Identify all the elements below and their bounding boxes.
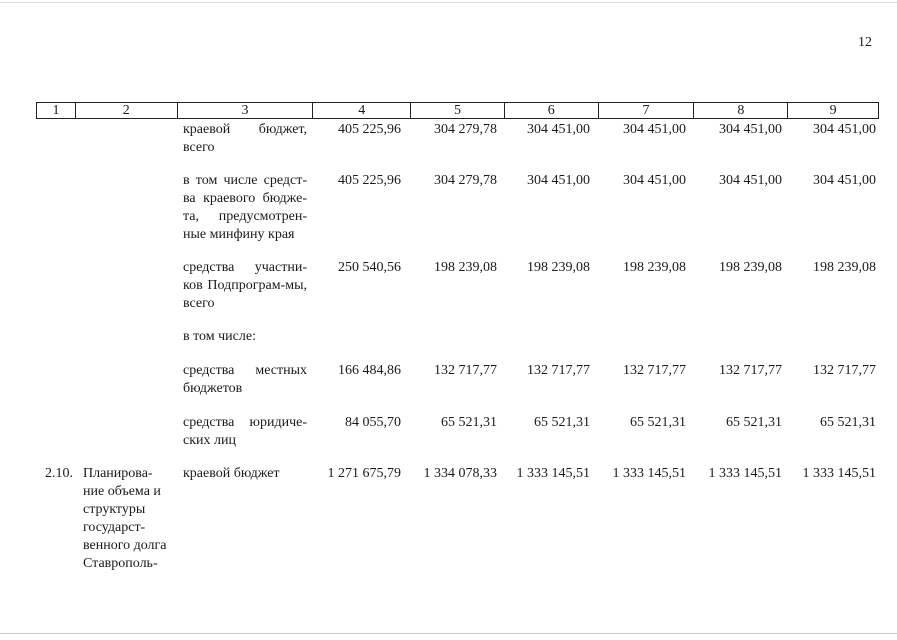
scan-edge-top: [0, 2, 897, 3]
value-col-8: 132 717,77: [719, 363, 782, 378]
value-col-6: 132 717,77: [527, 363, 590, 378]
value-col-7: 132 717,77: [623, 363, 686, 378]
value-col-6: 198 239,08: [527, 260, 590, 275]
row-description: средства местных бюджетов: [183, 363, 307, 396]
scan-edge-bottom: [0, 633, 897, 634]
value-col-4: 84 055,70: [345, 415, 401, 430]
item-value-col-8: 1 333 145,51: [708, 466, 782, 481]
item-value-col-7: 1 333 145,51: [612, 466, 686, 481]
item-name-line: Планирова-: [83, 466, 153, 481]
value-col-7: 304 451,00: [623, 173, 686, 188]
row-description: средства юридиче-ских лиц: [183, 415, 307, 448]
header-col-1: 1: [52, 103, 60, 118]
item-name-line: структуры: [83, 502, 146, 517]
row-description: в том числе средст-ва краевого бюдже-та, предусмотрен-ные минфину края: [183, 173, 307, 242]
value-col-4: 405 225,96: [338, 122, 401, 137]
header-col-2: 2: [75, 103, 177, 118]
header-col-3: 3: [177, 103, 313, 118]
value-col-6: 304 451,00: [527, 122, 590, 137]
value-col-9: 132 717,77: [813, 363, 876, 378]
table-header: [36, 102, 879, 119]
header-col-9: 9: [787, 103, 878, 118]
value-col-4: 250 540,56: [338, 260, 401, 275]
value-col-5: 304 279,78: [434, 122, 497, 137]
page-number: 12: [858, 35, 872, 50]
value-col-6: 304 451,00: [527, 173, 590, 188]
value-col-4: 166 484,86: [338, 363, 401, 378]
item-name-line: ние объема и: [83, 484, 161, 499]
item-name-line: государст-: [83, 520, 146, 535]
item-name-line: венного долга: [83, 538, 167, 553]
value-col-7: 304 451,00: [623, 122, 686, 137]
value-col-9: 198 239,08: [813, 260, 876, 275]
value-col-9: 304 451,00: [813, 122, 876, 137]
value-col-6: 65 521,31: [534, 415, 590, 430]
value-col-8: 65 521,31: [726, 415, 782, 430]
row-description: средства участни-ков Подпрограм-мы, всего: [183, 260, 307, 311]
value-col-7: 198 239,08: [623, 260, 686, 275]
item-number: 2.10.: [45, 466, 73, 481]
header-col-4: 4: [312, 103, 410, 118]
value-col-5: 132 717,77: [434, 363, 497, 378]
value-col-7: 65 521,31: [630, 415, 686, 430]
value-col-8: 304 451,00: [719, 173, 782, 188]
value-col-5: 304 279,78: [434, 173, 497, 188]
value-col-8: 198 239,08: [719, 260, 782, 275]
value-col-8: 304 451,00: [719, 122, 782, 137]
value-col-5: 65 521,31: [441, 415, 497, 430]
header-col-5: 5: [410, 103, 504, 118]
row-description: краевой бюджет, всего: [183, 122, 307, 155]
item-value-col-9: 1 333 145,51: [802, 466, 876, 481]
value-col-9: 304 451,00: [813, 173, 876, 188]
value-col-9: 65 521,31: [820, 415, 876, 430]
item-value-col-4: 1 271 675,79: [327, 466, 401, 481]
header-col-6: 6: [504, 103, 598, 118]
header-col-8: 8: [693, 103, 787, 118]
item-value-col-5: 1 334 078,33: [423, 466, 497, 481]
row-description: в том числе:: [183, 329, 256, 344]
item-value-col-6: 1 333 145,51: [516, 466, 590, 481]
header-col-7: 7: [598, 103, 694, 118]
item-description: краевой бюджет: [183, 466, 280, 481]
item-name-line: Ставрополь-: [83, 556, 158, 571]
value-col-4: 405 225,96: [338, 173, 401, 188]
value-col-5: 198 239,08: [434, 260, 497, 275]
